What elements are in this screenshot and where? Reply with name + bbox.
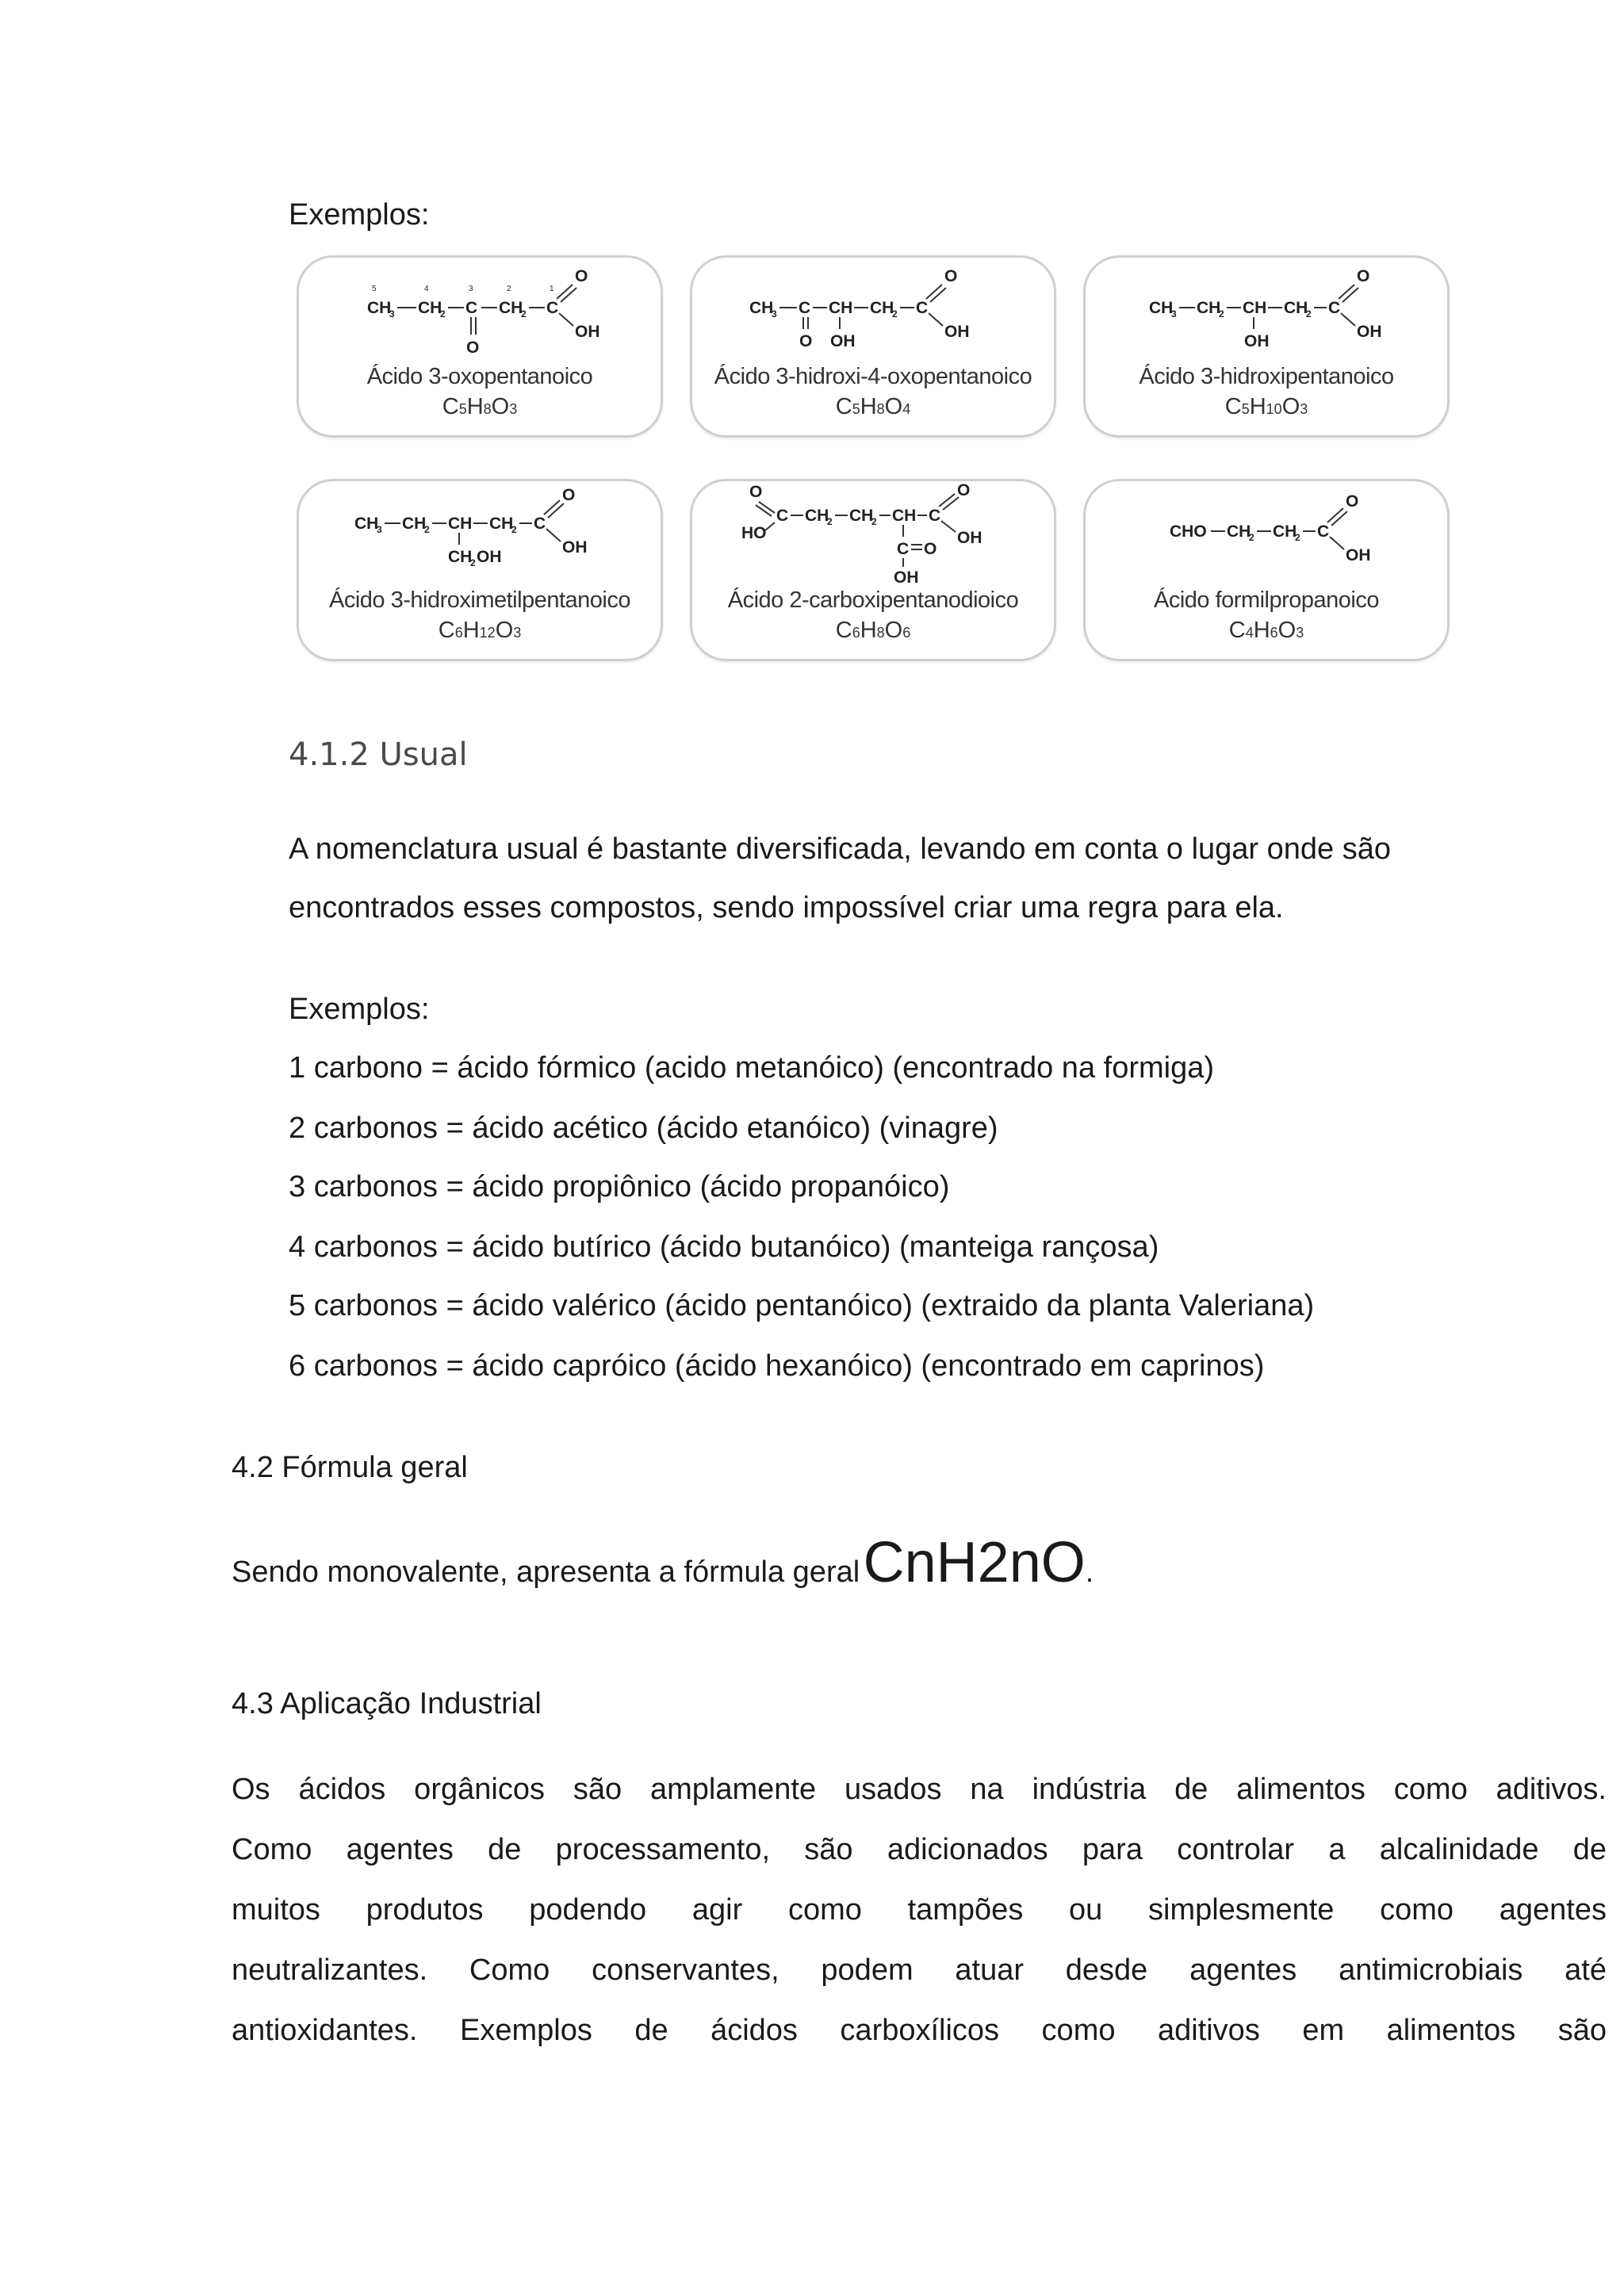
- list-item: 3 carbonos = ácido propiônico (ácido propanóico): [289, 1170, 950, 1203]
- svg-text:CH: CH: [367, 299, 392, 317]
- svg-text:2: 2: [511, 524, 517, 535]
- paragraph-line: muitos produtos podendo agir como tampões ou simplesmente como agentes: [232, 1893, 1607, 1927]
- svg-text:CH: CH: [1243, 299, 1267, 317]
- svg-text:OH: OH: [575, 323, 600, 341]
- paragraph-line: encontrados esses compostos, sendo impossível criar uma regra para ela.: [289, 891, 1284, 924]
- examples-label: Exemplos:: [289, 198, 430, 232]
- svg-text:2: 2: [827, 516, 833, 527]
- structure-card-2: [690, 255, 1056, 438]
- compound-formula: C6H8O6: [835, 618, 911, 643]
- general-formula: CnH2nO: [863, 1531, 1086, 1594]
- paragraph-line: antioxidantes. Exemplos de ácidos carboxílicos como aditivos em alimentos são: [232, 2014, 1607, 2047]
- svg-text:O: O: [957, 481, 971, 499]
- structure-card-6: [1083, 479, 1450, 661]
- svg-text:2: 2: [424, 524, 430, 535]
- svg-text:OH: OH: [894, 568, 919, 587]
- svg-text:5: 5: [372, 285, 377, 293]
- list-item: 4 carbonos = ácido butírico (ácido butanóico) (manteiga rançosa): [289, 1230, 1159, 1264]
- examples-label: Exemplos:: [289, 993, 430, 1026]
- svg-text:CH: CH: [354, 515, 379, 533]
- svg-text:CH: CH: [448, 515, 473, 533]
- svg-text:CH: CH: [1197, 299, 1221, 317]
- svg-text:C: C: [1328, 299, 1341, 317]
- compound-name: Ácido 2-carboxipentanodioico: [727, 587, 1019, 613]
- list-item: 5 carbonos = ácido valérico (ácido pentanóico) (extraido da planta Valeriana): [289, 1289, 1315, 1322]
- svg-text:O: O: [944, 267, 958, 285]
- svg-text:CH: CH: [1227, 522, 1251, 541]
- paragraph-line: Como agentes de processamento, são adicionados para controlar a alcalinidade de: [232, 1833, 1607, 1866]
- svg-text:3: 3: [389, 308, 395, 320]
- compound-formula: C6H12O3: [438, 618, 522, 643]
- svg-text:2: 2: [892, 308, 898, 320]
- svg-text:3: 3: [377, 524, 382, 535]
- general-formula-line: [232, 1531, 1094, 1594]
- svg-text:CH: CH: [829, 299, 853, 317]
- svg-text:C: C: [534, 515, 546, 533]
- list-item: 6 carbonos = ácido capróico (ácido hexanóico) (encontrado em caprinos): [289, 1349, 1265, 1383]
- svg-text:C: C: [929, 507, 941, 525]
- svg-text:CH: CH: [448, 548, 473, 566]
- svg-text:3: 3: [1171, 308, 1177, 320]
- compound-formula: C5H8O4: [835, 394, 911, 419]
- svg-text:C: C: [776, 507, 789, 525]
- section-heading-43: 4.3 Aplicação Industrial: [232, 1687, 542, 1720]
- svg-text:O: O: [575, 267, 588, 285]
- svg-text:3: 3: [772, 308, 777, 320]
- compound-name: Ácido 3-hidroxi-4-oxopentanoico: [714, 364, 1032, 389]
- svg-text:2: 2: [1306, 308, 1312, 320]
- svg-text:OH: OH: [1357, 323, 1382, 341]
- svg-text:CHO: CHO: [1170, 522, 1207, 541]
- svg-text:C: C: [897, 540, 910, 558]
- section-heading-42: 4.2 Fórmula geral: [232, 1451, 468, 1484]
- svg-text:OH: OH: [562, 538, 588, 557]
- svg-text:CH: CH: [402, 515, 427, 533]
- structure-card-1: [297, 255, 663, 438]
- svg-text:3: 3: [469, 285, 473, 293]
- general-formula-period: .: [1085, 1556, 1094, 1589]
- svg-text:2: 2: [1249, 532, 1254, 543]
- svg-text:OH: OH: [957, 529, 982, 547]
- compound-name: Ácido 3-oxopentanoico: [366, 364, 593, 389]
- svg-text:C: C: [799, 299, 811, 317]
- svg-text:CH: CH: [1284, 299, 1308, 317]
- svg-text:CH: CH: [849, 507, 874, 525]
- svg-text:CH: CH: [418, 299, 442, 317]
- compound-name: Ácido 3-hidroximetilpentanoico: [329, 587, 630, 613]
- list-item: 2 carbonos = ácido acético (ácido etanóico) (vinagre): [289, 1112, 998, 1145]
- svg-text:C: C: [916, 299, 929, 317]
- svg-text:2: 2: [507, 285, 511, 293]
- svg-text:2: 2: [1219, 308, 1224, 320]
- svg-text:2: 2: [1295, 532, 1300, 543]
- svg-text:CH: CH: [1273, 522, 1297, 541]
- structure-card-4: [297, 479, 663, 661]
- svg-text:O: O: [466, 339, 480, 357]
- compound-formula: C5H8O3: [442, 394, 518, 419]
- svg-text:O: O: [1357, 267, 1370, 285]
- svg-text:2: 2: [871, 516, 877, 527]
- svg-text:2: 2: [521, 308, 527, 320]
- svg-text:4: 4: [424, 285, 429, 293]
- general-formula-text: Sendo monovalente, apresenta a fórmula geral: [232, 1556, 860, 1589]
- svg-text:O: O: [1346, 492, 1359, 511]
- compound-formula: C5H10O3: [1224, 394, 1308, 419]
- svg-text:O: O: [799, 332, 813, 350]
- svg-text:CH: CH: [499, 299, 523, 317]
- svg-text:O: O: [924, 540, 937, 558]
- paragraph-line: A nomenclatura usual é bastante diversificada, levando em conta o lugar onde são: [289, 832, 1392, 866]
- svg-text:CH: CH: [892, 507, 917, 525]
- svg-text:CH: CH: [1149, 299, 1174, 317]
- compound-name: Ácido formilpropanoico: [1154, 587, 1379, 613]
- paragraph-line: neutralizantes. Como conservantes, podem atuar desde agentes antimicrobiais até: [232, 1954, 1607, 1987]
- compound-name: Ácido 3-hidroxipentanoico: [1139, 364, 1394, 389]
- svg-text:C: C: [1317, 522, 1330, 541]
- svg-text:OH: OH: [1244, 332, 1270, 350]
- svg-text:C: C: [546, 299, 559, 317]
- svg-text:OH: OH: [944, 323, 970, 341]
- svg-text:HO: HO: [741, 524, 767, 542]
- section-heading-412: 4.1.2 Usual: [289, 737, 468, 773]
- svg-text:OH: OH: [477, 548, 502, 566]
- svg-text:CH: CH: [805, 507, 829, 525]
- svg-text:CH: CH: [749, 299, 774, 317]
- svg-text:2: 2: [470, 557, 476, 568]
- svg-text:O: O: [749, 483, 763, 501]
- svg-text:C: C: [465, 299, 478, 317]
- compound-formula: C4H6O3: [1228, 618, 1304, 643]
- svg-text:1: 1: [550, 285, 554, 293]
- structure-card-5: [690, 479, 1056, 661]
- svg-text:O: O: [562, 486, 576, 504]
- paragraph-line: Os ácidos orgânicos são amplamente usados na indústria de alimentos como aditivos.: [232, 1773, 1607, 1806]
- svg-text:CH: CH: [489, 515, 514, 533]
- list-item: 1 carbono = ácido fórmico (acido metanóico) (encontrado na formiga): [289, 1051, 1214, 1085]
- svg-text:OH: OH: [1346, 546, 1371, 564]
- svg-text:CH: CH: [870, 299, 894, 317]
- svg-text:2: 2: [440, 308, 446, 320]
- structure-card-3: [1083, 255, 1450, 438]
- svg-text:OH: OH: [830, 332, 856, 350]
